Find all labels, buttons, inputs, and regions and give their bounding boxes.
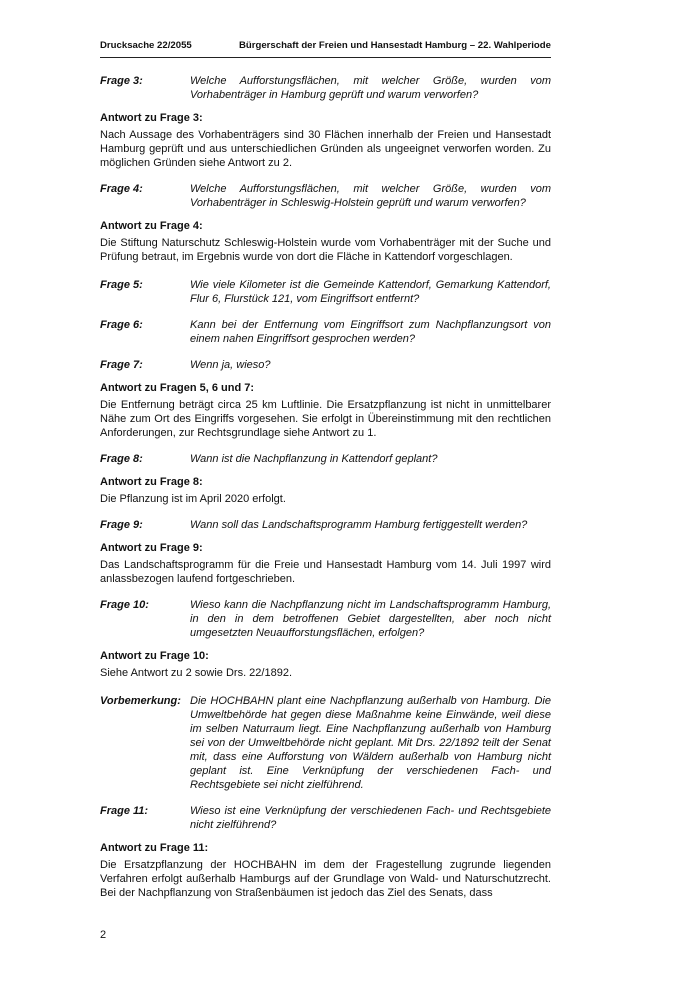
parliament-period: Bürgerschaft der Freien und Hansestadt Hamburg – 22. Wahlperiode [238,40,551,51]
question-label: Frage 8: [100,453,143,465]
answer-text-11: Die Ersatzpflanzung der HOCHBAHN im dem der Fragestellung zugrunde liegenden Verfahren erfolgt außerhalb Hamburgs auf der Grundlage von Wald- und Naturschutzrecht. Bei der Nachpflanzung von Straßenbäumen ist jedoch das Ziel des Senats, dass [100,859,551,899]
question-5 [100,278,551,306]
answer-text-5-6-7: Die Entfernung beträgt circa 25 km Luftlinie. Die Ersatzpflanzung ist nicht in unmittelbarer Nähe zum Ort des Eingriffs vorgesehen. Sie erfolgt in Übereinstimmung mit den rechtlichen Anforderungen, zur Rechtsgrundlage siehe Antwort zu 1. [100,399,551,439]
answer-heading-4: Antwort zu Frage 4: [100,220,203,232]
question-10 [100,598,551,640]
answer-text-10: Siehe Antwort zu 2 sowie Drs. 22/1892. [100,667,292,679]
question-text: Kann bei der Entfernung vom Eingriffsort zum Nachpflanzungsort von einem nahen Eingriffsort gesprochen werden? [190,319,551,345]
question-label: Frage 3: [100,75,143,87]
question-text: Wann soll das Landschaftsprogramm Hamburg fertiggestellt werden? [190,519,528,531]
answer-heading-5-6-7: Antwort zu Fragen 5, 6 und 7: [100,382,255,394]
preliminary-remark [100,694,551,792]
answer-heading-11: Antwort zu Frage 11: [100,842,209,854]
question-4 [100,182,551,210]
answer-heading-3: Antwort zu Frage 3: [100,112,203,124]
remark-text: Die HOCHBAHN plant eine Nachpflanzung außerhalb von Hamburg. Die Umweltbehörde hat gegen diese Maßnahme keine Einwände, weil diese im selben Naturraum liegt. Eine Nachpflanzung außerhalb von Hamburg sei von der Umweltbehörde nicht geplant. Mit Drs. 22/1892 teilt der Senat mit, dass eine Aufforstung von Wäldern außerhalb von Hamburg nicht geplant ist. Eine Verknüpfung der verschiedenen Fach- und Rechtsgebiete sei nicht zielführend. [190,695,551,791]
question-label: Frage 10: [100,599,149,611]
page-header [100,40,551,58]
question-text: Wieso ist eine Verknüpfung der verschiedenen Fach- und Rechtsgebiete nicht zielführend? [190,805,551,831]
question-11 [100,804,551,832]
document-number: Drucksache 22/2055 [100,40,192,51]
answer-heading-8: Antwort zu Frage 8: [100,476,203,488]
question-text: Welche Aufforstungsflächen, mit welcher Größe, wurden vom Vorhabenträger in Schleswig-Holstein geprüft und warum verworfen? [190,183,551,209]
question-6 [100,318,551,346]
question-label: Frage 11: [100,805,149,817]
answer-text-4: Die Stiftung Naturschutz Schleswig-Holstein wurde vom Vorhabenträger mit der Suche und Prüfung betraut, im Ergebnis wurde von dort die Fläche in Kattendorf vorgeschlagen. [100,237,551,263]
question-3 [100,74,551,102]
answer-text-3: Nach Aussage des Vorhabenträgers sind 30 Flächen innerhalb der Freien und Hansestadt Hamburg geprüft und aus unterschiedlichen Gründen als ungeeignet verworfen worden. Zu möglichen Gründen siehe Antwort zu 2. [100,129,551,169]
question-label: Frage 4: [100,183,143,195]
answer-text-8: Die Pflanzung ist im April 2020 erfolgt. [100,493,286,505]
document-page [100,40,551,900]
question-text: Wann ist die Nachpflanzung in Kattendorf geplant? [190,453,438,465]
question-8 [100,452,551,466]
answer-heading-10: Antwort zu Frage 10: [100,650,209,662]
question-9 [100,518,551,532]
question-label: Frage 6: [100,319,143,331]
question-label: Frage 5: [100,279,143,291]
question-label: Frage 9: [100,519,143,531]
question-7 [100,358,551,372]
question-text: Wie viele Kilometer ist die Gemeinde Kattendorf, Gemarkung Kattendorf, Flur 6, Flurstück 121, vom Eingriffsort entfernt? [190,279,551,305]
answer-heading-9: Antwort zu Frage 9: [100,542,203,554]
question-label: Frage 7: [100,359,143,371]
remark-label: Vorbemerkung: [100,695,181,707]
answer-text-9: Das Landschaftsprogramm für die Freie und Hansestadt Hamburg vom 14. Juli 1997 wird anlassbezogen laufend fortgeschrieben. [100,559,551,585]
page-number: 2 [100,929,107,941]
question-text: Wieso kann die Nachpflanzung nicht im Landschaftsprogramm Hamburg, in den in dem betroffenen Gebiet dargestellten, aber noch nicht umgesetzten Neuaufforstungsflächen, erfolgen? [190,599,551,639]
question-text: Wenn ja, wieso? [190,359,271,371]
question-text: Welche Aufforstungsflächen, mit welcher Größe, wurden vom Vorhabenträger in Hamburg geprüft und warum verworfen? [190,75,551,101]
